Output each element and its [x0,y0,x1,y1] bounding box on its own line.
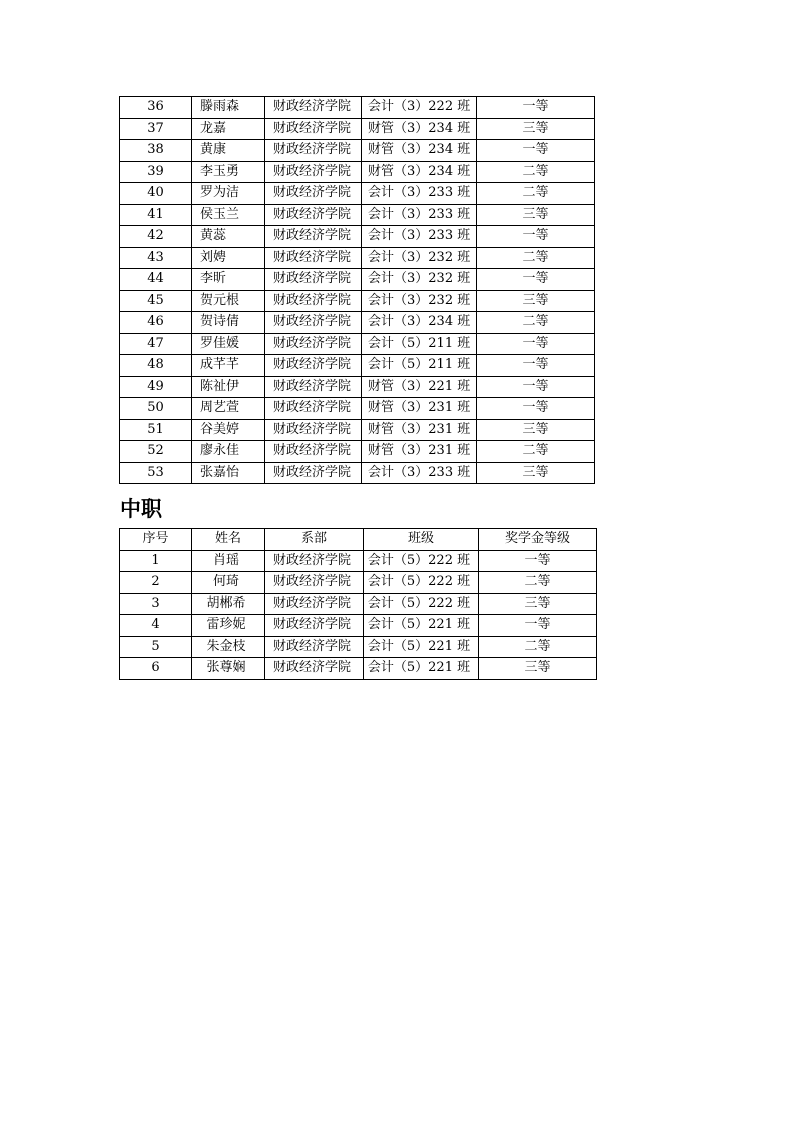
cell-no: 51 [120,419,192,441]
cell-level: 一等 [477,333,595,355]
cell-class: 会计（3）233 班 [362,462,477,484]
table-row [120,183,595,205]
table-row [120,441,595,463]
cell-dept: 财政经济学院 [265,312,362,334]
cell-dept: 财政经济学院 [265,333,362,355]
cell-class: 会计（3）233 班 [362,226,477,248]
cell-no: 47 [120,333,192,355]
cell-no: 53 [120,462,192,484]
cell-class: 会计（5）221 班 [364,615,479,637]
cell-name: 李昕 [192,269,265,291]
cell-no: 52 [120,441,192,463]
cell-class: 财管（3）231 班 [362,398,477,420]
header-level: 奖学金等级 [479,529,597,551]
table-row [120,593,597,615]
table-row [120,204,595,226]
cell-level: 二等 [477,247,595,269]
cell-no: 49 [120,376,192,398]
cell-level: 一等 [477,376,595,398]
cell-dept: 财政经济学院 [265,572,364,594]
cell-class: 财管（3）234 班 [362,118,477,140]
cell-class: 会计（5）221 班 [364,636,479,658]
scholarship-table-vocational [119,528,597,680]
table-row [120,290,595,312]
cell-level: 二等 [477,312,595,334]
cell-name: 肖瑶 [192,550,265,572]
cell-class: 财管（3）231 班 [362,441,477,463]
scholarship-table-vocational-body [120,550,597,679]
cell-class: 会计（3）233 班 [362,183,477,205]
cell-name: 李玉勇 [192,161,265,183]
cell-level: 一等 [477,140,595,162]
cell-no: 50 [120,398,192,420]
cell-no: 40 [120,183,192,205]
cell-no: 48 [120,355,192,377]
cell-name: 龙嘉 [192,118,265,140]
cell-no: 2 [120,572,192,594]
cell-level: 二等 [477,161,595,183]
cell-no: 1 [120,550,192,572]
cell-dept: 财政经济学院 [265,355,362,377]
table-row [120,118,595,140]
cell-level: 三等 [477,204,595,226]
cell-name: 陈祉伊 [192,376,265,398]
cell-level: 一等 [477,97,595,119]
cell-name: 黄康 [192,140,265,162]
cell-level: 二等 [479,572,597,594]
cell-level: 一等 [477,226,595,248]
cell-name: 罗佳媛 [192,333,265,355]
cell-name: 何琦 [192,572,265,594]
cell-dept: 财政经济学院 [265,226,362,248]
cell-class: 会计（5）222 班 [364,572,479,594]
cell-class: 财管（3）234 班 [362,140,477,162]
cell-no: 3 [120,593,192,615]
table-row [120,615,597,637]
cell-level: 一等 [477,355,595,377]
cell-no: 44 [120,269,192,291]
table-row [120,269,595,291]
cell-dept: 财政经济学院 [265,161,362,183]
cell-no: 39 [120,161,192,183]
cell-dept: 财政经济学院 [265,658,364,680]
cell-name: 贺诗倩 [192,312,265,334]
cell-dept: 财政经济学院 [265,636,364,658]
cell-no: 42 [120,226,192,248]
cell-level: 三等 [479,658,597,680]
cell-level: 一等 [479,615,597,637]
cell-name: 周艺萱 [192,398,265,420]
table-row [120,161,595,183]
cell-level: 三等 [477,462,595,484]
cell-level: 一等 [477,398,595,420]
cell-no: 45 [120,290,192,312]
cell-dept: 财政经济学院 [265,118,362,140]
cell-no: 6 [120,658,192,680]
cell-dept: 财政经济学院 [265,204,362,226]
cell-name: 张尊娴 [192,658,265,680]
cell-class: 会计（5）222 班 [364,550,479,572]
cell-dept: 财政经济学院 [265,550,364,572]
cell-dept: 财政经济学院 [265,376,362,398]
header-name: 姓名 [192,529,265,551]
cell-level: 一等 [477,269,595,291]
cell-class: 会计（5）222 班 [364,593,479,615]
table-row [120,355,595,377]
table-row [120,140,595,162]
cell-level: 一等 [479,550,597,572]
cell-dept: 财政经济学院 [265,462,362,484]
table-row [120,636,597,658]
cell-no: 36 [120,97,192,119]
cell-no: 4 [120,615,192,637]
table-row [120,247,595,269]
cell-name: 胡郴希 [192,593,265,615]
cell-dept: 财政经济学院 [265,247,362,269]
table-row [120,97,595,119]
cell-level: 二等 [479,636,597,658]
table-header [120,529,597,551]
table-row [120,376,595,398]
table-row [120,419,595,441]
cell-level: 三等 [477,419,595,441]
cell-no: 43 [120,247,192,269]
table-row [120,312,595,334]
cell-dept: 财政经济学院 [265,615,364,637]
cell-level: 三等 [479,593,597,615]
header-class: 班级 [364,529,479,551]
cell-no: 38 [120,140,192,162]
cell-no: 46 [120,312,192,334]
cell-level: 二等 [477,441,595,463]
cell-name: 罗为洁 [192,183,265,205]
cell-dept: 财政经济学院 [265,290,362,312]
cell-name: 朱金枝 [192,636,265,658]
table-row [120,462,595,484]
cell-level: 三等 [477,290,595,312]
cell-name: 雷珍妮 [192,615,265,637]
cell-class: 会计（3）222 班 [362,97,477,119]
cell-no: 41 [120,204,192,226]
cell-name: 成芊芊 [192,355,265,377]
cell-level: 二等 [477,183,595,205]
cell-name: 滕雨森 [192,97,265,119]
cell-dept: 财政经济学院 [265,97,362,119]
cell-class: 财管（3）234 班 [362,161,477,183]
cell-class: 会计（5）211 班 [362,333,477,355]
scholarship-table-main-body [120,97,595,484]
cell-dept: 财政经济学院 [265,140,362,162]
cell-name: 张嘉怡 [192,462,265,484]
cell-name: 贺元根 [192,290,265,312]
cell-class: 财管（3）231 班 [362,419,477,441]
table-row [120,658,597,680]
header-no: 序号 [120,529,192,551]
cell-class: 会计（5）221 班 [364,658,479,680]
scholarship-table-main [119,96,595,484]
table-row [120,572,597,594]
cell-name: 黄蕊 [192,226,265,248]
table-row [120,398,595,420]
cell-class: 会计（3）232 班 [362,247,477,269]
section-title-vocational: 中职 [120,496,162,521]
cell-class: 会计（5）211 班 [362,355,477,377]
header-row [120,529,597,551]
cell-class: 会计（3）232 班 [362,290,477,312]
cell-class: 会计（3）233 班 [362,204,477,226]
cell-no: 5 [120,636,192,658]
cell-dept: 财政经济学院 [265,183,362,205]
table-row [120,226,595,248]
cell-dept: 财政经济学院 [265,593,364,615]
cell-level: 三等 [477,118,595,140]
cell-dept: 财政经济学院 [265,398,362,420]
cell-name: 谷美婷 [192,419,265,441]
header-dept: 系部 [265,529,364,551]
cell-dept: 财政经济学院 [265,441,362,463]
cell-dept: 财政经济学院 [265,419,362,441]
cell-name: 侯玉兰 [192,204,265,226]
cell-class: 财管（3）221 班 [362,376,477,398]
cell-name: 廖永佳 [192,441,265,463]
cell-no: 37 [120,118,192,140]
table-row [120,550,597,572]
cell-name: 刘娉 [192,247,265,269]
cell-class: 会计（3）232 班 [362,269,477,291]
cell-dept: 财政经济学院 [265,269,362,291]
table-row [120,333,595,355]
cell-class: 会计（3）234 班 [362,312,477,334]
